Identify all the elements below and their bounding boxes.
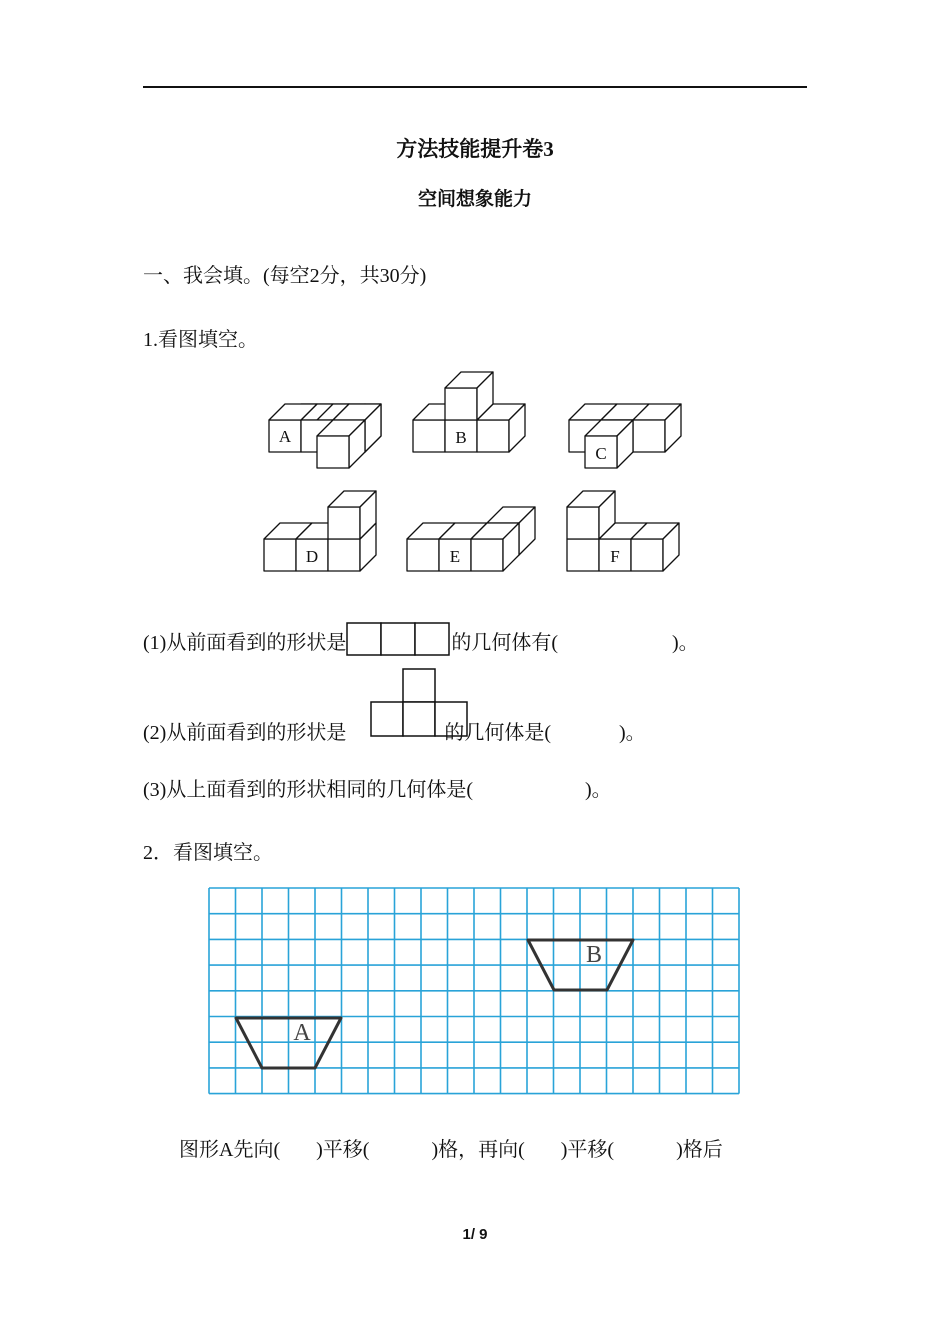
sub-question-2: (2)从前面看到的形状是 的几何体是( )。 (143, 722, 646, 744)
question-2-text: 图形A先向( )平移( )格，再向( )平移( )格后 (179, 1139, 723, 1161)
figure-f (567, 491, 679, 571)
figure-e (407, 507, 535, 571)
cube-figures (255, 368, 695, 580)
figure-label-f: F (610, 547, 620, 566)
page-title: 方法技能提升卷3 (396, 137, 554, 161)
figure-b (413, 372, 525, 452)
sub-question-1: (1)从前面看到的形状是 的几何体有( )。 (143, 622, 699, 656)
figure-label-e: E (449, 547, 461, 566)
figure-label-d: D (305, 547, 319, 566)
page-subtitle: 空间想象能力 (417, 189, 532, 210)
shape-label-b: B (585, 942, 603, 968)
figure-label-c: C (595, 444, 607, 463)
question-2-label: 2．看图填空。 (143, 842, 273, 864)
section-heading: 一、我会填。(每空2分，共30分) (143, 265, 427, 287)
sub-question-3: (3)从上面看到的形状相同的几何体是( )。 (143, 779, 612, 801)
translation-grid (206, 885, 742, 1097)
front-view-three-squares (346, 622, 451, 656)
question-1-label: 1.看图填空。 (143, 329, 258, 351)
shape-label-a: A (293, 1020, 311, 1046)
figure-c (569, 404, 681, 468)
figure-label-a: A (278, 427, 292, 446)
grid-lines (209, 888, 739, 1094)
page-number: 1/ 9 (462, 1226, 488, 1243)
figure-label-b: B (455, 428, 467, 447)
header-rule (143, 86, 807, 88)
figure-d (264, 491, 376, 571)
